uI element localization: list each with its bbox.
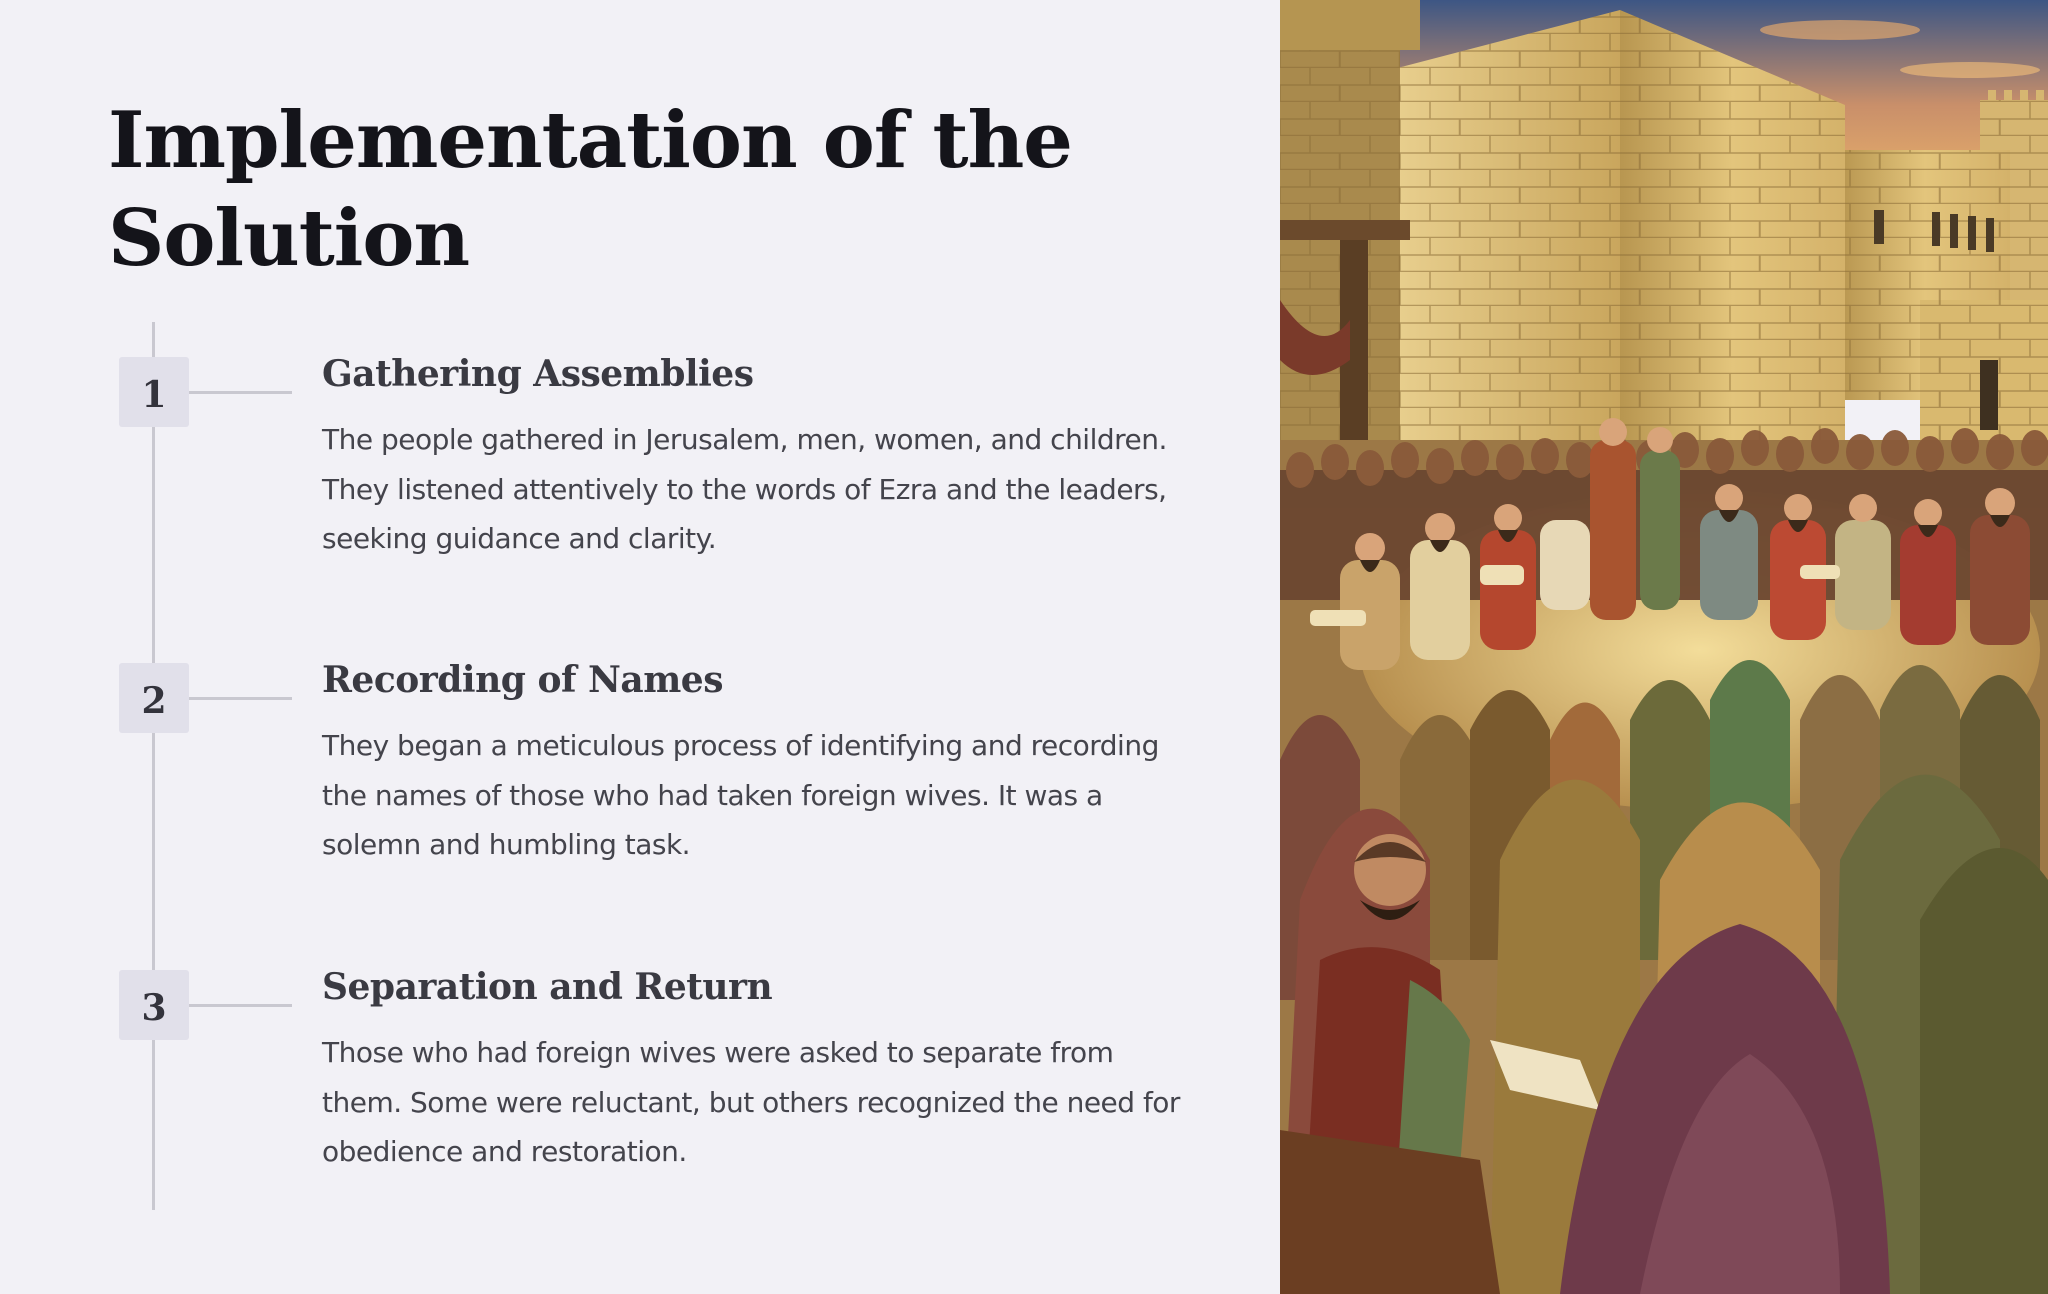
illustration-jerusalem-assembly [1280,0,2048,1294]
page-title: Implementation of the Solution [108,95,1072,284]
step-connector [189,391,292,394]
step-heading: Recording of Names [322,659,723,701]
step-number: 3 [119,970,189,1040]
step-description: The people gathered in Jerusalem, men, women, and children. They listened attentively to the words of Ezra and the leaders, seeking guidance and clarity. [322,423,1167,555]
step-connector [189,1004,292,1007]
step-connector [189,697,292,700]
timeline-line [152,322,155,1210]
step-description: They began a meticulous process of identifying and recording the names of those who had taken foreign wives. It was a solemn and humbling task. [322,729,1159,861]
step-heading: Gathering Assemblies [322,353,754,395]
step-number: 1 [119,357,189,427]
step-number: 2 [119,663,189,733]
step-heading: Separation and Return [322,966,773,1008]
step-description: Those who had foreign wives were asked to separate from them. Some were reluctant, but others recognized the need for obedience and restoration. [322,1036,1180,1168]
